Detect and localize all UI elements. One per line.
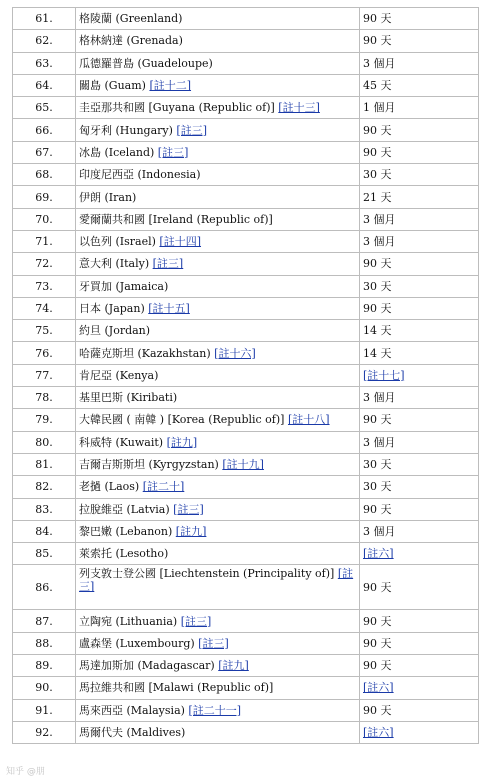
footnote-link[interactable]: [註三] xyxy=(79,567,354,594)
stay-duration-cell xyxy=(360,97,479,119)
stay-duration-cell xyxy=(360,164,479,186)
stay-duration: 14 天 xyxy=(363,346,392,360)
table-row xyxy=(13,164,479,186)
table-row xyxy=(13,520,479,542)
stay-duration: 3 個月 xyxy=(363,212,396,226)
country-cell xyxy=(76,453,360,475)
table-row xyxy=(13,275,479,297)
table-row xyxy=(13,74,479,96)
country-cell xyxy=(76,721,360,743)
stay-duration: 30 天 xyxy=(363,168,392,182)
stay-duration-cell xyxy=(360,230,479,252)
country-name: 馬達加斯加 (Madagascar) xyxy=(79,659,219,673)
table-row xyxy=(13,30,479,52)
country-name: 馬爾代夫 (Maldives) xyxy=(79,726,186,740)
stay-duration-cell xyxy=(360,253,479,275)
stay-duration-cell xyxy=(360,275,479,297)
row-number: 77. xyxy=(13,364,76,386)
country-name: 日本 (Japan) xyxy=(79,302,149,315)
row-number: 92. xyxy=(13,721,76,743)
footnote-link[interactable]: [註九] xyxy=(166,435,198,449)
table-row xyxy=(13,320,479,342)
visa-free-table xyxy=(12,7,479,744)
country-cell xyxy=(76,119,360,141)
table-row xyxy=(13,387,479,409)
row-number: 70. xyxy=(13,208,76,230)
row-number: 85. xyxy=(13,543,76,565)
country-cell xyxy=(76,297,360,319)
country-cell xyxy=(76,164,360,186)
row-number: 71. xyxy=(13,230,76,252)
stay-duration-cell xyxy=(360,453,479,475)
stay-duration-cell xyxy=(360,119,479,141)
country-name: 牙買加 (Jamaica) xyxy=(79,279,169,293)
country-cell xyxy=(76,8,360,30)
stay-duration: 90 天 xyxy=(363,12,392,26)
table-row xyxy=(13,186,479,208)
country-cell xyxy=(76,320,360,342)
stay-duration-cell xyxy=(360,476,479,498)
footnote-link[interactable]: [註三] xyxy=(173,502,204,516)
table-row xyxy=(13,476,479,498)
country-name: 科威特 (Kuwait) xyxy=(79,435,167,449)
stay-duration: 90 天 xyxy=(363,502,392,516)
table-row xyxy=(13,453,479,475)
table-body xyxy=(13,8,479,744)
stay-duration-cell xyxy=(360,141,479,163)
stay-duration: 90 天 xyxy=(363,302,392,315)
duration-footnote-link[interactable]: [註六] xyxy=(363,726,394,740)
country-cell xyxy=(76,632,360,654)
duration-footnote-link[interactable]: [註六] xyxy=(363,547,394,561)
table-row xyxy=(13,431,479,453)
stay-duration: 3 個月 xyxy=(363,56,396,70)
footnote-link[interactable]: [註十八] xyxy=(287,413,330,427)
country-name: 關島 (Guam) xyxy=(79,79,150,93)
country-name: 肯尼亞 (Kenya) xyxy=(79,368,159,382)
stay-duration-cell xyxy=(360,364,479,386)
country-name: 冰島 (Iceland) xyxy=(79,145,158,159)
country-cell xyxy=(76,498,360,520)
footnote-link[interactable]: [註十三] xyxy=(278,101,320,115)
stay-duration-cell xyxy=(360,320,479,342)
footnote-link[interactable]: [註三] xyxy=(198,636,229,650)
row-number: 61. xyxy=(13,8,76,30)
table-row xyxy=(13,52,479,74)
stay-duration: 90 天 xyxy=(363,413,392,427)
country-cell xyxy=(76,74,360,96)
table-row xyxy=(13,8,479,30)
stay-duration-cell xyxy=(360,74,479,96)
country-cell xyxy=(76,208,360,230)
country-cell xyxy=(76,431,360,453)
footnote-link[interactable]: [註三] xyxy=(176,123,208,137)
table-row xyxy=(13,565,479,610)
row-number: 68. xyxy=(13,164,76,186)
country-name: 馬拉維共和國 [Malawi (Republic of)] xyxy=(79,681,274,695)
country-cell xyxy=(76,342,360,364)
table-row xyxy=(13,699,479,721)
stay-duration-cell xyxy=(360,52,479,74)
row-number: 89. xyxy=(13,655,76,677)
country-cell xyxy=(76,520,360,542)
country-cell xyxy=(76,275,360,297)
row-number: 73. xyxy=(13,275,76,297)
stay-duration: 90 天 xyxy=(363,614,392,628)
country-cell xyxy=(76,364,360,386)
country-cell xyxy=(76,699,360,721)
country-cell xyxy=(76,565,360,610)
country-name: 盧森堡 (Luxembourg) xyxy=(79,636,199,650)
stay-duration: 90 天 xyxy=(363,145,392,159)
table-row xyxy=(13,543,479,565)
footnote-link[interactable]: [註三] xyxy=(157,145,189,159)
row-number: 87. xyxy=(13,610,76,632)
footnote-link[interactable]: [註二十一] xyxy=(188,703,242,717)
duration-footnote-link[interactable]: [註十七] xyxy=(363,368,405,382)
row-number: 72. xyxy=(13,253,76,275)
country-name: 瓜德羅普島 (Guadeloupe) xyxy=(79,56,213,70)
table-row xyxy=(13,97,479,119)
country-name: 列支敦士登公國 [Liechtenstein (Principality of)] xyxy=(79,567,338,581)
row-number: 88. xyxy=(13,632,76,654)
country-name: 匈牙利 (Hungary) xyxy=(79,123,177,137)
row-number: 63. xyxy=(13,52,76,74)
row-number: 64. xyxy=(13,74,76,96)
country-cell xyxy=(76,387,360,409)
row-number: 82. xyxy=(13,476,76,498)
watermark: 知乎 @朋 xyxy=(6,767,45,777)
row-number: 76. xyxy=(13,342,76,364)
stay-duration: 90 天 xyxy=(363,659,392,673)
country-cell xyxy=(76,677,360,699)
country-name: 基里巴斯 (Kiribati) xyxy=(79,391,178,405)
row-number: 66. xyxy=(13,119,76,141)
table-row xyxy=(13,342,479,364)
table-row xyxy=(13,632,479,654)
stay-duration-cell xyxy=(360,30,479,52)
table-row xyxy=(13,721,479,743)
stay-duration: 30 天 xyxy=(363,458,392,472)
country-name: 圭亞那共和國 [Guyana (Republic of)] xyxy=(79,101,279,115)
row-number: 67. xyxy=(13,141,76,163)
stay-duration: 45 天 xyxy=(363,79,392,93)
table-row xyxy=(13,498,479,520)
footnote-link[interactable]: [註三] xyxy=(152,257,184,271)
table-row xyxy=(13,409,479,431)
country-name: 愛爾蘭共和國 [Ireland (Republic of)] xyxy=(79,212,273,226)
stay-duration-cell xyxy=(360,721,479,743)
country-name: 印度尼西亞 (Indonesia) xyxy=(79,168,201,182)
stay-duration-cell xyxy=(360,431,479,453)
country-cell xyxy=(76,52,360,74)
footnote-link[interactable]: [註十六] xyxy=(214,346,256,360)
stay-duration: 3 個月 xyxy=(363,391,396,405)
stay-duration-cell xyxy=(360,297,479,319)
stay-duration: 3 個月 xyxy=(363,524,396,538)
row-number: 90. xyxy=(13,677,76,699)
country-name: 萊索托 (Lesotho) xyxy=(79,547,169,561)
row-number: 84. xyxy=(13,520,76,542)
stay-duration: 90 天 xyxy=(363,580,392,594)
country-name: 老撾 (Laos) xyxy=(79,480,143,494)
footnote-link[interactable]: [註九] xyxy=(175,524,207,538)
footnote-link[interactable]: [註十五] xyxy=(148,302,190,315)
stay-duration-cell xyxy=(360,208,479,230)
stay-duration: 90 天 xyxy=(363,636,392,650)
country-cell xyxy=(76,253,360,275)
country-name: 馬來西亞 (Malaysia) xyxy=(79,703,189,717)
footnote-link[interactable]: [註十四] xyxy=(159,235,202,249)
footnote-link[interactable]: [註九] xyxy=(218,659,249,673)
country-name: 哈薩克斯坦 (Kazakhstan) xyxy=(79,346,215,360)
stay-duration: 14 天 xyxy=(363,324,392,338)
country-name: 大韓民國 ( 南韓 ) [Korea (Republic of)] xyxy=(79,413,288,427)
stay-duration: 21 天 xyxy=(363,190,392,204)
country-cell xyxy=(76,409,360,431)
stay-duration-cell xyxy=(360,632,479,654)
country-name: 約旦 (Jordan) xyxy=(79,324,151,338)
table-row xyxy=(13,253,479,275)
stay-duration: 3 個月 xyxy=(363,435,396,449)
country-cell xyxy=(76,186,360,208)
row-number: 79. xyxy=(13,409,76,431)
country-cell xyxy=(76,230,360,252)
stay-duration-cell xyxy=(360,565,479,610)
footnote-link[interactable]: [註三] xyxy=(180,614,212,628)
row-number: 75. xyxy=(13,320,76,342)
table-row xyxy=(13,297,479,319)
country-cell xyxy=(76,141,360,163)
stay-duration: 3 個月 xyxy=(363,235,396,249)
row-number: 81. xyxy=(13,453,76,475)
stay-duration-cell xyxy=(360,409,479,431)
row-number: 69. xyxy=(13,186,76,208)
stay-duration: 90 天 xyxy=(363,123,392,137)
stay-duration: 90 天 xyxy=(363,703,392,717)
row-number: 80. xyxy=(13,431,76,453)
country-cell xyxy=(76,610,360,632)
stay-duration: 90 天 xyxy=(363,257,392,271)
table-row xyxy=(13,141,479,163)
stay-duration: 30 天 xyxy=(363,279,392,293)
duration-footnote-link[interactable]: [註六] xyxy=(363,681,394,695)
table-row xyxy=(13,230,479,252)
table-row xyxy=(13,208,479,230)
stay-duration-cell xyxy=(360,610,479,632)
country-name: 以色列 (Israel) xyxy=(79,235,160,249)
stay-duration-cell xyxy=(360,387,479,409)
stay-duration: 30 天 xyxy=(363,480,392,494)
table-row xyxy=(13,119,479,141)
stay-duration: 1 個月 xyxy=(363,101,396,115)
row-number: 91. xyxy=(13,699,76,721)
row-number: 65. xyxy=(13,97,76,119)
country-cell xyxy=(76,655,360,677)
country-cell xyxy=(76,30,360,52)
row-number: 62. xyxy=(13,30,76,52)
country-name: 拉脫維亞 (Latvia) xyxy=(79,502,174,516)
table-row xyxy=(13,677,479,699)
row-number: 83. xyxy=(13,498,76,520)
country-name: 意大利 (Italy) xyxy=(79,257,153,271)
row-number: 78. xyxy=(13,387,76,409)
country-name: 伊朗 (Iran) xyxy=(79,190,137,204)
stay-duration: 90 天 xyxy=(363,34,392,48)
footnote-link[interactable]: [註十九] xyxy=(222,458,264,472)
stay-duration-cell xyxy=(360,186,479,208)
stay-duration-cell xyxy=(360,543,479,565)
stay-duration-cell xyxy=(360,699,479,721)
country-cell xyxy=(76,97,360,119)
table-row xyxy=(13,364,479,386)
stay-duration-cell xyxy=(360,677,479,699)
row-number: 86. xyxy=(13,565,76,610)
country-name: 吉爾吉斯斯坦 (Kyrgyzstan) xyxy=(79,458,223,472)
stay-duration-cell xyxy=(360,520,479,542)
country-cell xyxy=(76,543,360,565)
country-name: 立陶宛 (Lithuania) xyxy=(79,614,181,628)
stay-duration-cell xyxy=(360,8,479,30)
country-name: 格林納達 (Grenada) xyxy=(79,34,183,48)
row-number: 74. xyxy=(13,297,76,319)
stay-duration-cell xyxy=(360,655,479,677)
table-row xyxy=(13,655,479,677)
footnote-link[interactable]: [註十二] xyxy=(149,79,192,93)
country-name: 格陵蘭 (Greenland) xyxy=(79,12,183,26)
stay-duration-cell xyxy=(360,342,479,364)
table-row xyxy=(13,610,479,632)
footnote-link[interactable]: [註二十] xyxy=(142,480,185,494)
stay-duration-cell xyxy=(360,498,479,520)
country-name: 黎巴嫩 (Lebanon) xyxy=(79,524,176,538)
country-cell xyxy=(76,476,360,498)
